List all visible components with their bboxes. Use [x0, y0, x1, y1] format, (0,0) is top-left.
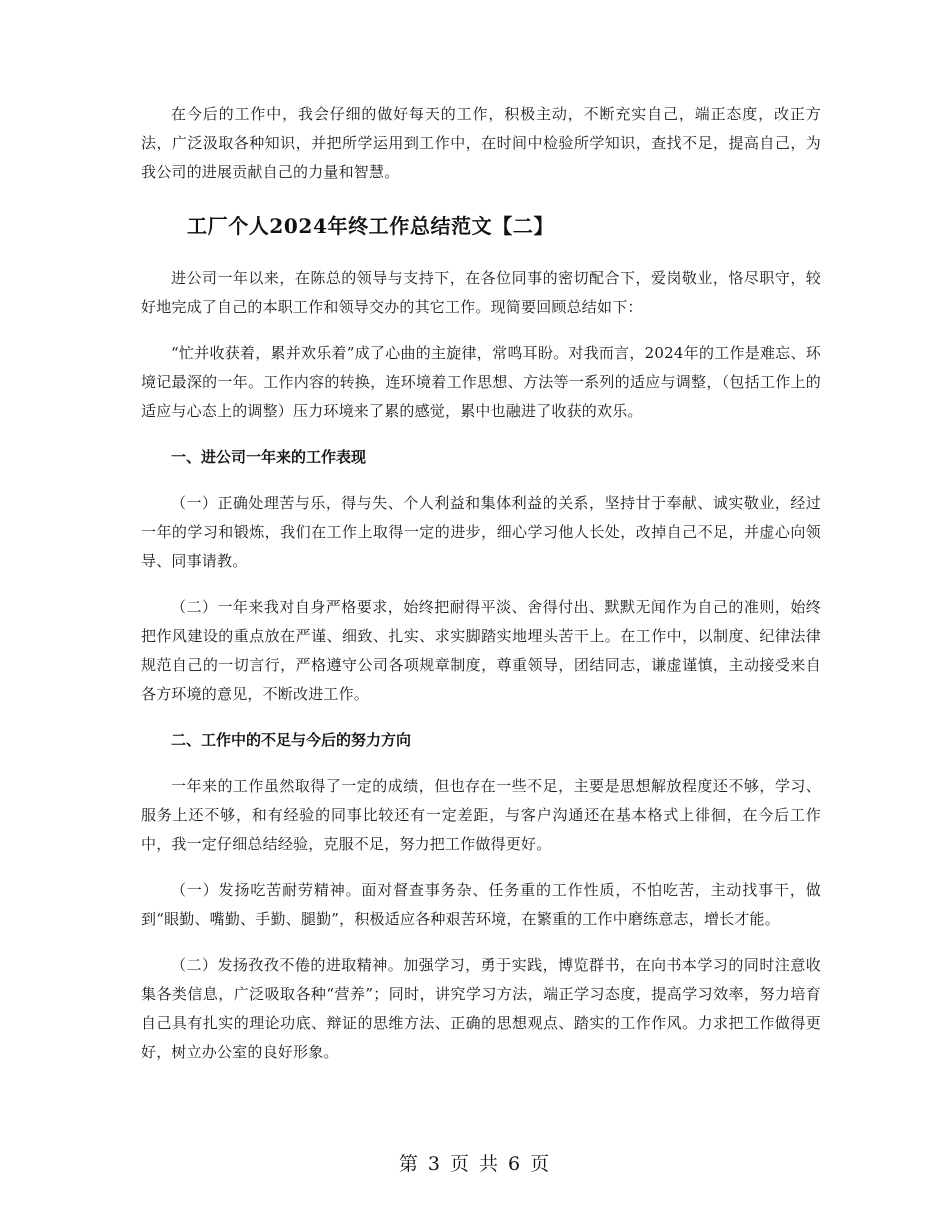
paragraph-direction-1: （一）发扬吃苦耐劳精神。面对督查事务杂、任务重的工作性质，不怕吃苦，主动找事干，做到“眼勤、嘴勤、手勤、腿勤”，积极适应各种艰苦环境，在繁重的工作中磨练意志，增长才能。	[141, 881, 821, 928]
paragraph-closing-previous: 在今后的工作中，我会仔细的做好每天的工作，积极主动，不断充实自己，端正态度，改正方法，广泛汲取各种知识，并把所学运用到工作中，在时间中检验所学知识，查找不足，提高自己，为我公司的进展贡献自己的力量和智慧。	[141, 105, 821, 181]
paragraph-performance-1: （一）正确处理苦与乐，得与失、个人利益和集体利益的关系，坚持甘于奉献、诚实敬业，经过一年的学习和锻炼，我们在工作上取得一定的进步，细心学习他人长处，改掉自己不足，并虚心向领导、同事请教。	[141, 494, 821, 570]
paragraph-shortcomings: 一年来的工作虽然取得了一定的成绩，但也存在一些不足，主要是思想解放程度还不够，学习、服务上还不够，和有经验的同事比较还有一定差距，与客户沟通还在基本格式上徘徊，在今后工作中，我一定仔细总结经验，克服不足，努力把工作做得更好。	[141, 777, 821, 853]
document-body	[141, 100, 821, 1067]
paragraph-summary: “忙并收获着，累并欢乐着”成了心曲的主旋律，常鸣耳盼。对我而言，2024年的工作是难忘、环境记最深的一年。工作内容的转换，连环境着工作思想、方法等一系列的适应与调整，（包括工作上的适应与心态上的调整）压力环境来了累的感觉，累中也融进了收获的欢乐。	[141, 344, 821, 420]
section-title: 工厂个人2024年终工作总结范文【二】	[187, 214, 555, 238]
page-number-footer: 第 3 页 共 6 页	[398, 1153, 552, 1175]
paragraph-intro: 进公司一年以来，在陈总的领导与支持下，在各位同事的密切配合下，爱岗敬业，恪尽职守，较好地完成了自己的本职工作和领导交办的其它工作。现简要回顾总结如下：	[141, 269, 821, 316]
paragraph-direction-2: （二）发扬孜孜不倦的进取精神。加强学习，勇于实践，博览群书，在向书本学习的同时注意收集各类信息，广泛吸取各种“营养”；同时，讲究学习方法，端正学习态度，提高学习效率，努力培育自己具有扎实的理论功底、辩证的思维方法、正确的思想观点、踏实的工作作风。力求把工作做得更好，树立办公室的良好形象。	[141, 956, 821, 1061]
paragraph-performance-2: （二）一年来我对自身严格要求，始终把耐得平淡、舍得付出、默默无闻作为自己的准则，始终把作风建设的重点放在严谨、细致、扎实、求实脚踏实地埋头苦干上。在工作中，以制度、纪律法律规范自己的一切言行，严格遵守公司各项规章制度，尊重领导，团结同志，谦虚谨慎，主动接受来自各方环境的意见，不断改进工作。	[141, 598, 821, 703]
heading-shortcomings: 二、工作中的不足与今后的努力方向	[171, 731, 412, 749]
heading-work-performance: 一、进公司一年来的工作表现	[171, 448, 367, 466]
